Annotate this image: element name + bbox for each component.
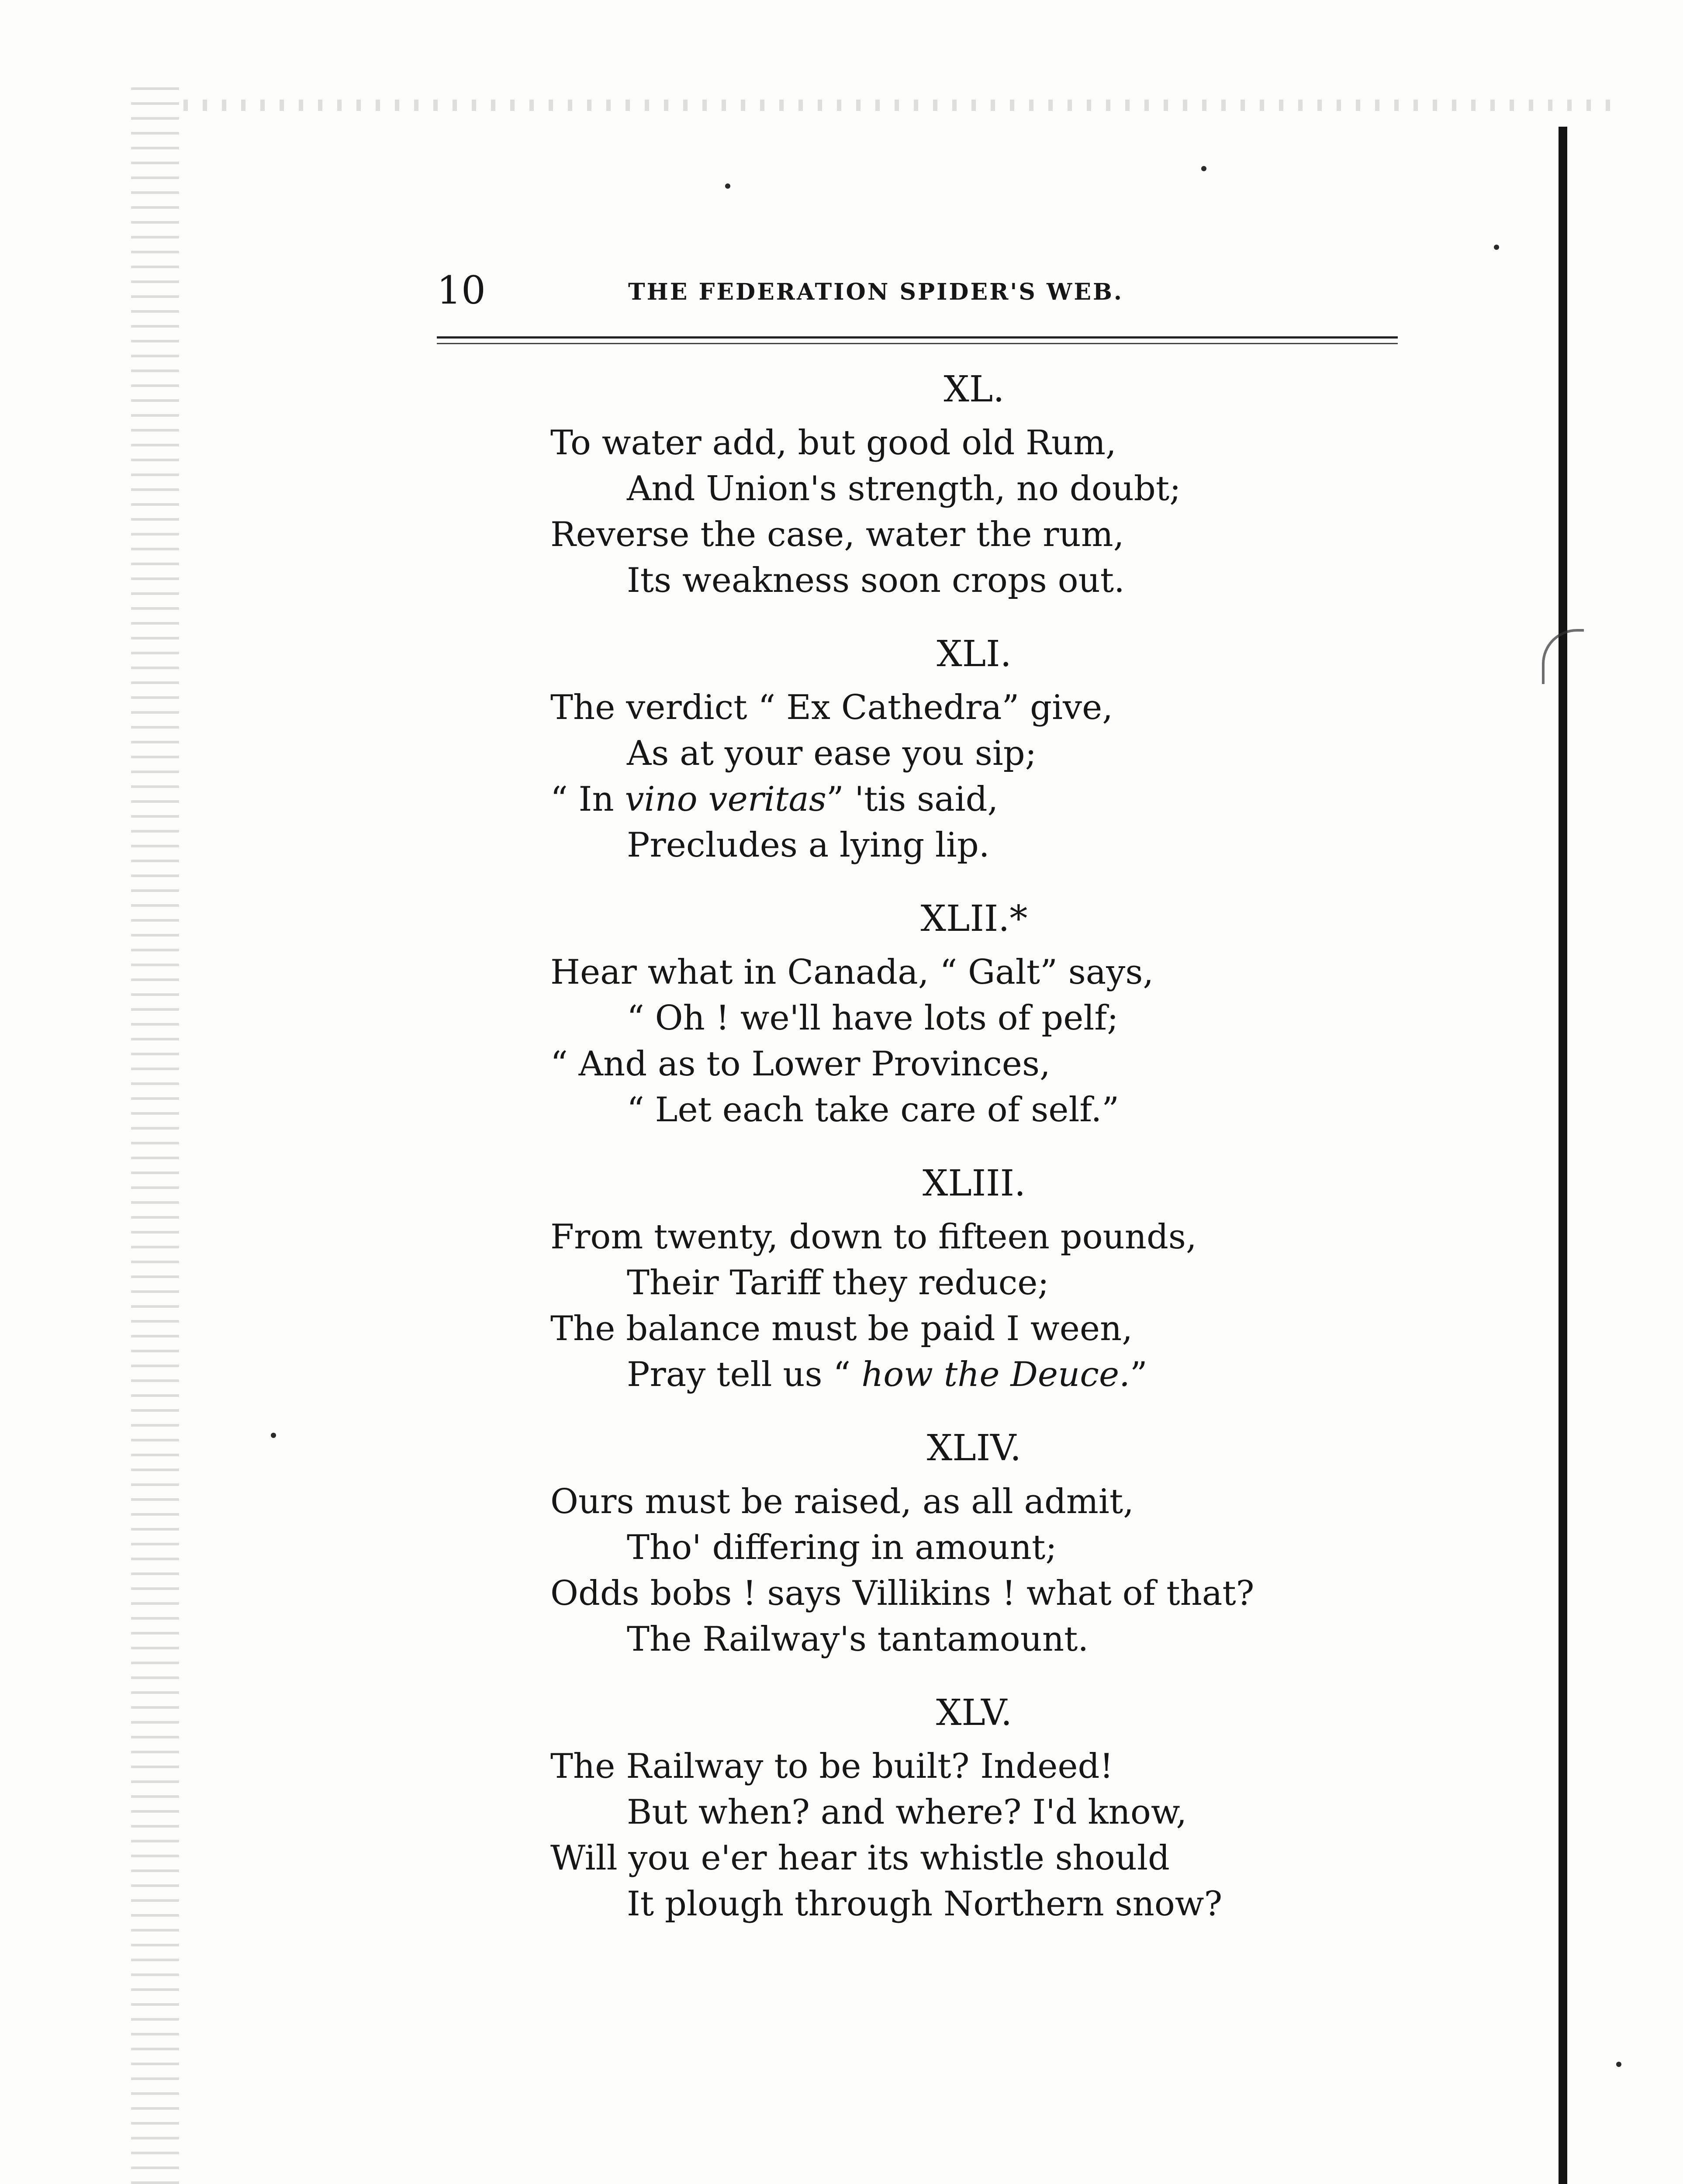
- poem: [550, 367, 1293, 1955]
- verse-line: Its weakness soon crops out.: [627, 561, 1125, 600]
- page-number: 10: [437, 268, 486, 313]
- verse-line: As at your ease you sip;: [627, 734, 1037, 773]
- verse-line: The Railway to be built? Indeed!: [550, 1747, 1113, 1786]
- stanza-numeral: XLII.*: [920, 898, 1028, 940]
- verse-line: The balance must be paid I ween,: [550, 1309, 1133, 1348]
- stanza-numeral: XLIV.: [926, 1427, 1022, 1469]
- page-left-edge: [131, 87, 179, 2184]
- verse-text: Pray tell us “: [627, 1355, 862, 1394]
- stanza-xl: [550, 367, 1293, 604]
- verse-line: [550, 1352, 1293, 1398]
- verse-line: Will you e'er hear its whistle should: [550, 1838, 1170, 1878]
- running-title: THE FEDERATION SPIDER'S WEB.: [628, 279, 1124, 305]
- verse-text: ”: [1130, 1355, 1147, 1394]
- stanza-xli: [550, 632, 1293, 868]
- ink-speck: [271, 1433, 276, 1438]
- verse-line: To water add, but good old Rum,: [550, 423, 1116, 463]
- verse-line: Tho' differing in amount;: [627, 1528, 1057, 1567]
- ink-speck: [1616, 2062, 1621, 2067]
- verse-line: [550, 777, 1293, 822]
- header-rule: [437, 336, 1398, 344]
- stanza-numeral: XLIII.: [922, 1163, 1026, 1204]
- stanza-xlv: [550, 1690, 1293, 1927]
- stanza-numeral: XLV.: [936, 1692, 1013, 1734]
- page-top-edge: [183, 100, 1616, 111]
- verse-italic-phrase: how the Deuce.: [861, 1355, 1130, 1394]
- verse-line: Odds bobs ! says Villikins ! what of that?: [550, 1574, 1254, 1613]
- verse-line: And Union's strength, no doubt;: [627, 469, 1181, 508]
- ink-speck: [1494, 245, 1499, 250]
- verse-line: It plough through Northern snow?: [627, 1884, 1223, 1924]
- verse-line: Their Tariff they reduce;: [627, 1263, 1049, 1303]
- stanza-xliv: [550, 1426, 1293, 1662]
- page-right-edge-shadow: [1559, 127, 1567, 2184]
- stanza-xliii: [550, 1161, 1293, 1398]
- verse-line: “ Oh ! we'll have lots of pelf;: [627, 999, 1119, 1038]
- ink-speck: [725, 183, 730, 189]
- verse-italic-phrase: vino veritas: [625, 780, 826, 819]
- stanza-numeral: XL.: [943, 369, 1005, 410]
- margin-mark: [1542, 629, 1584, 684]
- verse-text: ” 'tis said,: [826, 780, 999, 819]
- verse-line: Precludes a lying lip.: [627, 826, 990, 865]
- running-head: [437, 266, 1232, 314]
- verse-line: But when? and where? I'd know,: [627, 1793, 1187, 1832]
- verse-line: “ Let each take care of self.”: [627, 1090, 1120, 1130]
- stanza-numeral: XLI.: [937, 633, 1012, 675]
- verse-line: From twenty, down to fifteen pounds,: [550, 1217, 1197, 1257]
- verse-line: The verdict “ Ex Cathedra” give,: [550, 688, 1113, 727]
- ink-speck: [1201, 166, 1206, 171]
- stanza-xlii: [550, 896, 1293, 1133]
- verse-line: “ And as to Lower Provinces,: [550, 1044, 1051, 1084]
- verse-line: Ours must be raised, as all admit,: [550, 1482, 1134, 1521]
- verse-line: Reverse the case, water the rum,: [550, 515, 1124, 554]
- verse-text: “ In: [550, 780, 625, 819]
- verse-line: The Railway's tantamount.: [627, 1620, 1089, 1659]
- verse-line: Hear what in Canada, “ Galt” says,: [550, 953, 1154, 992]
